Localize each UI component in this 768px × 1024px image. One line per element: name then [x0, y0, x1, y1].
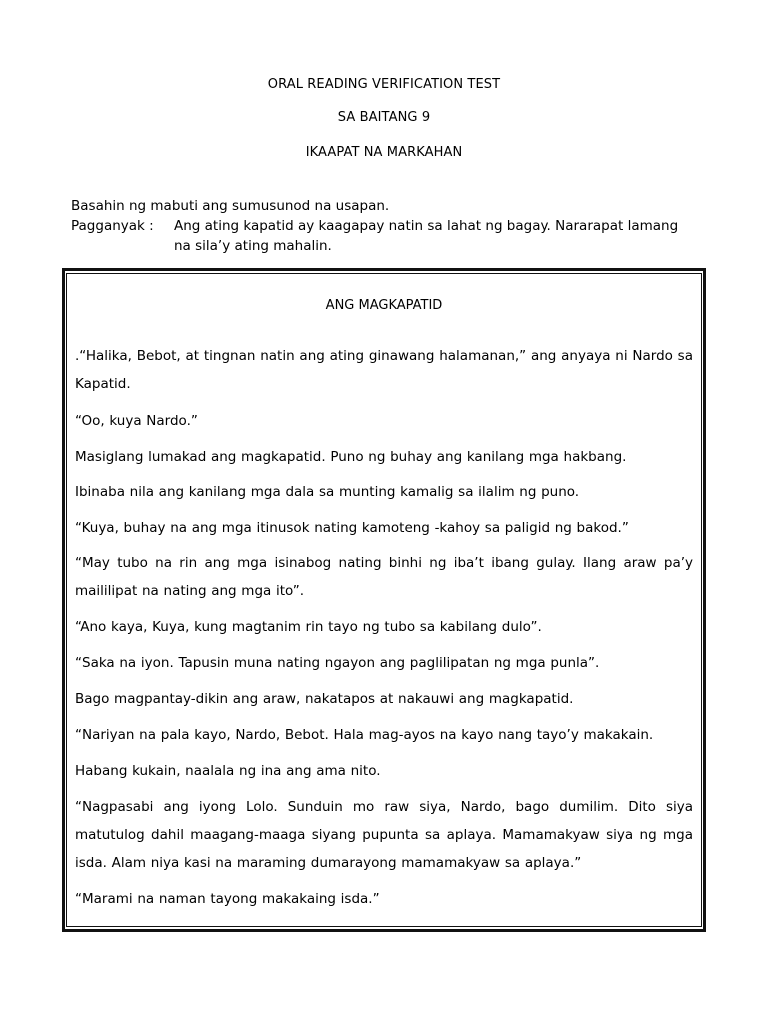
- story-title: ANG MAGKAPATID: [325, 298, 443, 313]
- story-paragraph: “Marami na naman tayong makakaing isda.”: [75, 891, 380, 907]
- story-paragraph: “Kuya, buhay na ang mga itinusok nating kamoteng -kahoy sa paligid ng bakod.”: [75, 520, 629, 536]
- story-paragraph: Habang kukain, naalala ng ina ang ama nito.: [75, 763, 381, 779]
- pagganyak-text: Ang ating kapatid ay kaagapay natin sa lahat ng bagay. Nararapat lamang na sila’y ating mahalin.: [174, 218, 679, 254]
- story-paragraph: “Saka na iyon. Tapusin muna nating ngayon ang paglilipatan ng mga punla”.: [75, 655, 600, 671]
- pagganyak-label: Pagganyak :: [71, 218, 154, 234]
- story-paragraph: “Nagpasabi ang iyong Lolo. Sunduin mo raw siya, Nardo, bago dumilim. Dito siya matutulog dahil maagang-maaga siyang pupunta sa aplaya. Mamamakyaw siya ng mga isda. Alam niya kasi na maraming dumarayong mamamakyaw sa aplaya.”: [75, 799, 693, 871]
- grade-level: SA BAITANG 9: [337, 110, 431, 125]
- story-paragraph: “Ano kaya, Kuya, kung magtanim rin tayo ng tubo sa kabilang dulo”.: [75, 619, 542, 635]
- instruction-text: Basahin ng mabuti ang sumusunod na usapan.: [71, 198, 390, 214]
- story-paragraph: “Oo, kuya Nardo.”: [75, 413, 198, 429]
- story-paragraph: Masiglang lumakad ang magkapatid. Puno ng buhay ang kanilang mga hakbang.: [75, 449, 627, 465]
- test-title: ORAL READING VERIFICATION TEST: [267, 77, 501, 92]
- story-paragraph: Ibinaba nila ang kanilang mga dala sa munting kamalig sa ilalim ng puno.: [75, 484, 580, 500]
- story-paragraph: “May tubo na rin ang mga isinabog nating binhi ng iba’t ibang gulay. Ilang araw pa’y maililipat na nating ang mga ito”.: [75, 555, 693, 599]
- story-paragraph: Bago magpantay-dikin ang araw, nakatapos at nakauwi ang magkapatid.: [75, 691, 574, 707]
- story-paragraph: “Nariyan na pala kayo, Nardo, Bebot. Hala mag-ayos na kayo nang tayo’y makakain.: [75, 727, 654, 743]
- story-paragraph: .“Halika, Bebot, at tingnan natin ang ating ginawang halamanan,” ang anyaya ni Nardo sa Kapatid.: [75, 348, 693, 392]
- quarter-label: IKAAPAT NA MARKAHAN: [305, 145, 463, 160]
